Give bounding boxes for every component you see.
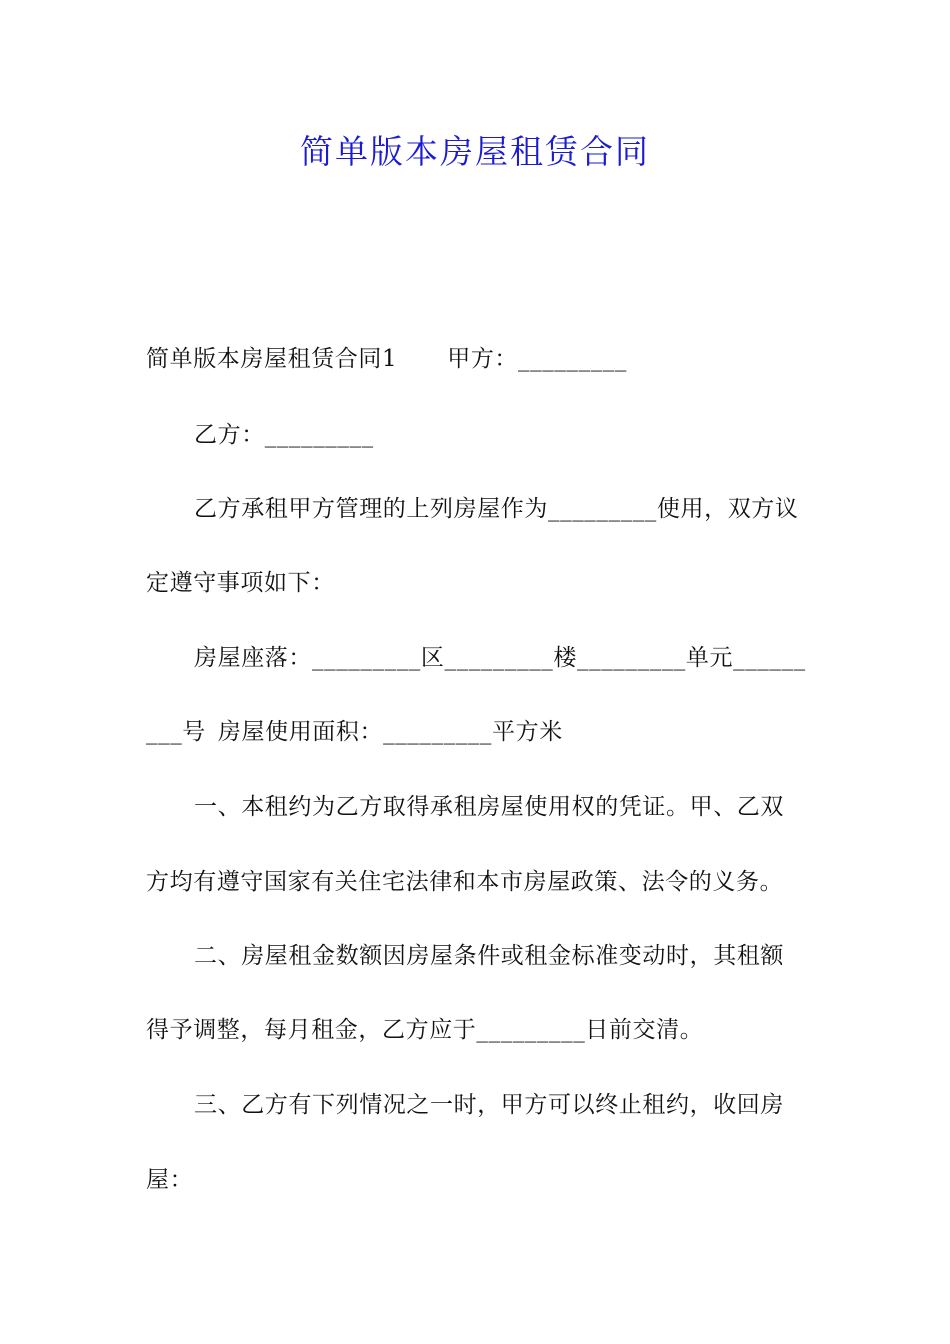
contract-heading-line xyxy=(146,342,816,376)
clause-3-line: 三、乙方有下列情况之一时，甲方可以终止租约，收回房 xyxy=(194,1092,784,1118)
party-a-field: 甲方：_________ xyxy=(447,346,627,372)
paragraph-line: 乙方承租甲方管理的上列房屋作为_________使用，双方议 xyxy=(194,496,799,522)
clause-2-line: 得予调整，每月租金，乙方应于_________日前交清。 xyxy=(146,1017,704,1043)
paragraph-line: 定遵守事项如下： xyxy=(146,570,335,596)
area-line xyxy=(146,715,816,749)
clause-2-line: 二、房屋租金数额因房屋条件或租金标准变动时，其租额 xyxy=(194,943,784,969)
clause-3-line: 屋： xyxy=(146,1167,194,1193)
house-number: ___号 xyxy=(146,719,206,745)
document-title: 简单版本房屋租赁合同 xyxy=(300,132,650,171)
clause-1-line: 方均有遵守国家有关住宅法律和本市房屋政策、法令的义务。 xyxy=(146,869,784,895)
usage-area-field: 房屋使用面积：_________平方米 xyxy=(217,719,563,745)
contract-number: 简单版本房屋租赁合同1 xyxy=(146,346,398,372)
clause-1-line: 一、本租约为乙方取得承租房屋使用权的凭证。甲、乙双 xyxy=(194,794,784,820)
address-line: 房屋座落：_________区_________楼_________单元______ xyxy=(194,645,806,671)
party-b-field: 乙方：_________ xyxy=(194,422,374,448)
